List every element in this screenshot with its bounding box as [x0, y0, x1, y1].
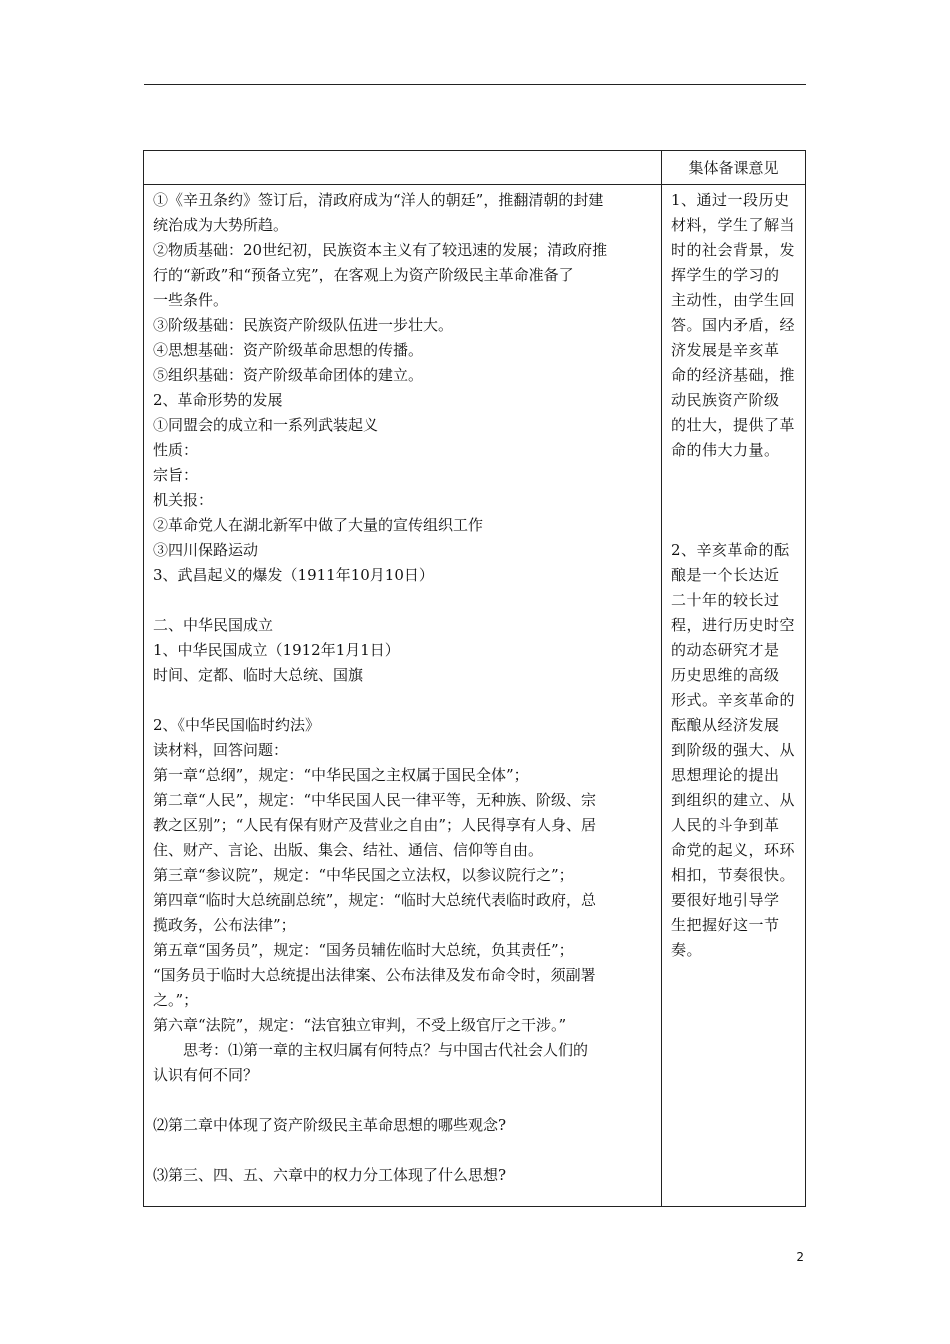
content-line: 1、中华民国成立（1912年1月1日） [153, 641, 400, 659]
content-line: ②革命党人在湖北新军中做了大量的宣传组织工作 [153, 516, 484, 534]
page-number: 2 [796, 1250, 804, 1264]
content-line: 行的“新政”和“预备立宪”，在客观上为资产阶级民主革命准备了 [153, 266, 574, 284]
note-line: 答。国内矛盾，经 [671, 316, 796, 334]
content-line: 2、《中华民国临时约法》 [153, 716, 321, 734]
note-line: 命的伟大力量。 [671, 441, 780, 459]
content-line: ⑵第二章中体现了资产阶级民主革命思想的哪些观念? [153, 1116, 507, 1134]
content-line: ⑤组织基础：资产阶级革命团体的建立。 [153, 366, 424, 384]
content-line: ④思想基础：资产阶级革命思想的传播。 [153, 341, 424, 359]
content-line: 时间、定都、临时大总统、国旗 [153, 666, 364, 684]
content-line: 揽政务，公布法律”； [153, 916, 296, 934]
content-line [153, 1088, 655, 1113]
lesson-content [153, 188, 655, 1188]
note-line: 材料，学生了解当 [671, 216, 796, 234]
content-line: 二、中华民国成立 [153, 616, 274, 634]
content-line: ③阶级基础：民族资产阶级队伍进一步壮大。 [153, 316, 454, 334]
teaching-note-1 [671, 188, 797, 463]
content-line: 认识有何不同？ [153, 1066, 259, 1084]
note-line: 生把握好这一节 [671, 916, 780, 934]
content-line: 机关报： [153, 491, 214, 509]
content-line: “国务员于临时大总统提出法律案、公布法律及发布命令时，须副署 [153, 966, 596, 984]
note-line: 酝酿从经济发展 [671, 716, 780, 734]
content-line: ②物质基础：20世纪初，民族资本主义有了较迅速的发展；清政府推 [153, 241, 608, 259]
note-line: 形式。辛亥革命的 [671, 691, 796, 709]
note-line: 命党的起义，环环 [671, 841, 796, 859]
note-line: 命的经济基础，推 [671, 366, 796, 384]
content-line: 之。”； [153, 991, 199, 1009]
content-line: ③四川保路运动 [153, 541, 259, 559]
content-line: 读材料，回答问题： [153, 741, 289, 759]
content-line: 第二章“人民”，规定：“中华民国人民一律平等，无种族、阶级、宗 [153, 791, 597, 809]
note-line: 济发展是辛亥革 [671, 341, 780, 359]
content-line: 第五章“国务员”，规定：“国务员辅佐临时大总统，负其责任”； [153, 941, 574, 959]
note-line: 时的社会背景，发 [671, 241, 796, 259]
header-row-divider [144, 184, 805, 185]
note-line: 相扣，节奏很快。 [671, 866, 796, 884]
note-line: 2、辛亥革命的酝 [671, 541, 790, 559]
notes-column-header: 集体备课意见 [688, 159, 779, 177]
note-line: 到组织的建立、从 [671, 791, 796, 809]
content-line: 第六章“法院”，规定：“法官独立审判，不受上级官厅之干涉。” [153, 1016, 567, 1034]
content-line: 统治成为大势所趋。 [153, 216, 289, 234]
note-line: 要很好地引导学 [671, 891, 780, 909]
content-line: 2、革命形势的发展 [153, 391, 283, 409]
content-line: 第四章“临时大总统副总统”，规定：“临时大总统代表临时政府，总 [153, 891, 597, 909]
note-line: 到阶级的强大、从 [671, 741, 796, 759]
content-line [153, 1138, 655, 1163]
content-line: 3、武昌起义的爆发（1911年10月10日） [153, 566, 434, 584]
note-line: 酿是一个长达近 [671, 566, 780, 584]
note-line: 二十年的较长过 [671, 591, 780, 609]
note-line: 程，进行历史时空 [671, 616, 796, 634]
content-line: 宗旨： [153, 466, 199, 484]
note-line: 主动性，由学生回 [671, 291, 796, 309]
content-line: ⑶第三、四、五、六章中的权力分工体现了什么思想? [153, 1166, 507, 1184]
header-rule [144, 84, 806, 85]
content-line: 教之区别”；“人民有保有财产及营业之自由”；人民得享有人身、居 [153, 816, 597, 834]
note-line: 人民的斗争到革 [671, 816, 780, 834]
content-line: 性质： [153, 441, 199, 459]
column-divider [661, 151, 662, 1206]
content-line: 第一章“总纲”，规定：“中华民国之主权属于国民全体”； [153, 766, 529, 784]
lesson-table [143, 150, 806, 1207]
content-line: 思考：⑴第一章的主权归属有何特点？与中国古代社会人们的 [153, 1041, 589, 1059]
note-line: 奏。 [671, 941, 703, 959]
note-line: 的壮大，提供了革 [671, 416, 796, 434]
content-line: 第三章“参议院”，规定：“中华民国之立法权，以参议院行之”； [153, 866, 574, 884]
note-line: 挥学生的学习的 [671, 266, 780, 284]
content-line [153, 688, 655, 713]
note-line: 思想理论的提出 [671, 766, 780, 784]
note-line: 1、通过一段历史 [671, 191, 790, 209]
content-line: ①同盟会的成立和一系列武装起义 [153, 416, 379, 434]
note-line: 动民族资产阶级 [671, 391, 780, 409]
note-line: 历史思维的高级 [671, 666, 780, 684]
content-line: 住、财产、言论、出版、集会、结社、通信、信仰等自由。 [153, 841, 544, 859]
note-line: 的动态研究才是 [671, 641, 780, 659]
content-line: ①《辛丑条约》签订后，清政府成为“洋人的朝廷”，推翻清朝的封建 [153, 191, 604, 209]
teaching-note-2 [671, 538, 797, 963]
content-line: 一些条件。 [153, 291, 229, 309]
content-line [153, 588, 655, 613]
